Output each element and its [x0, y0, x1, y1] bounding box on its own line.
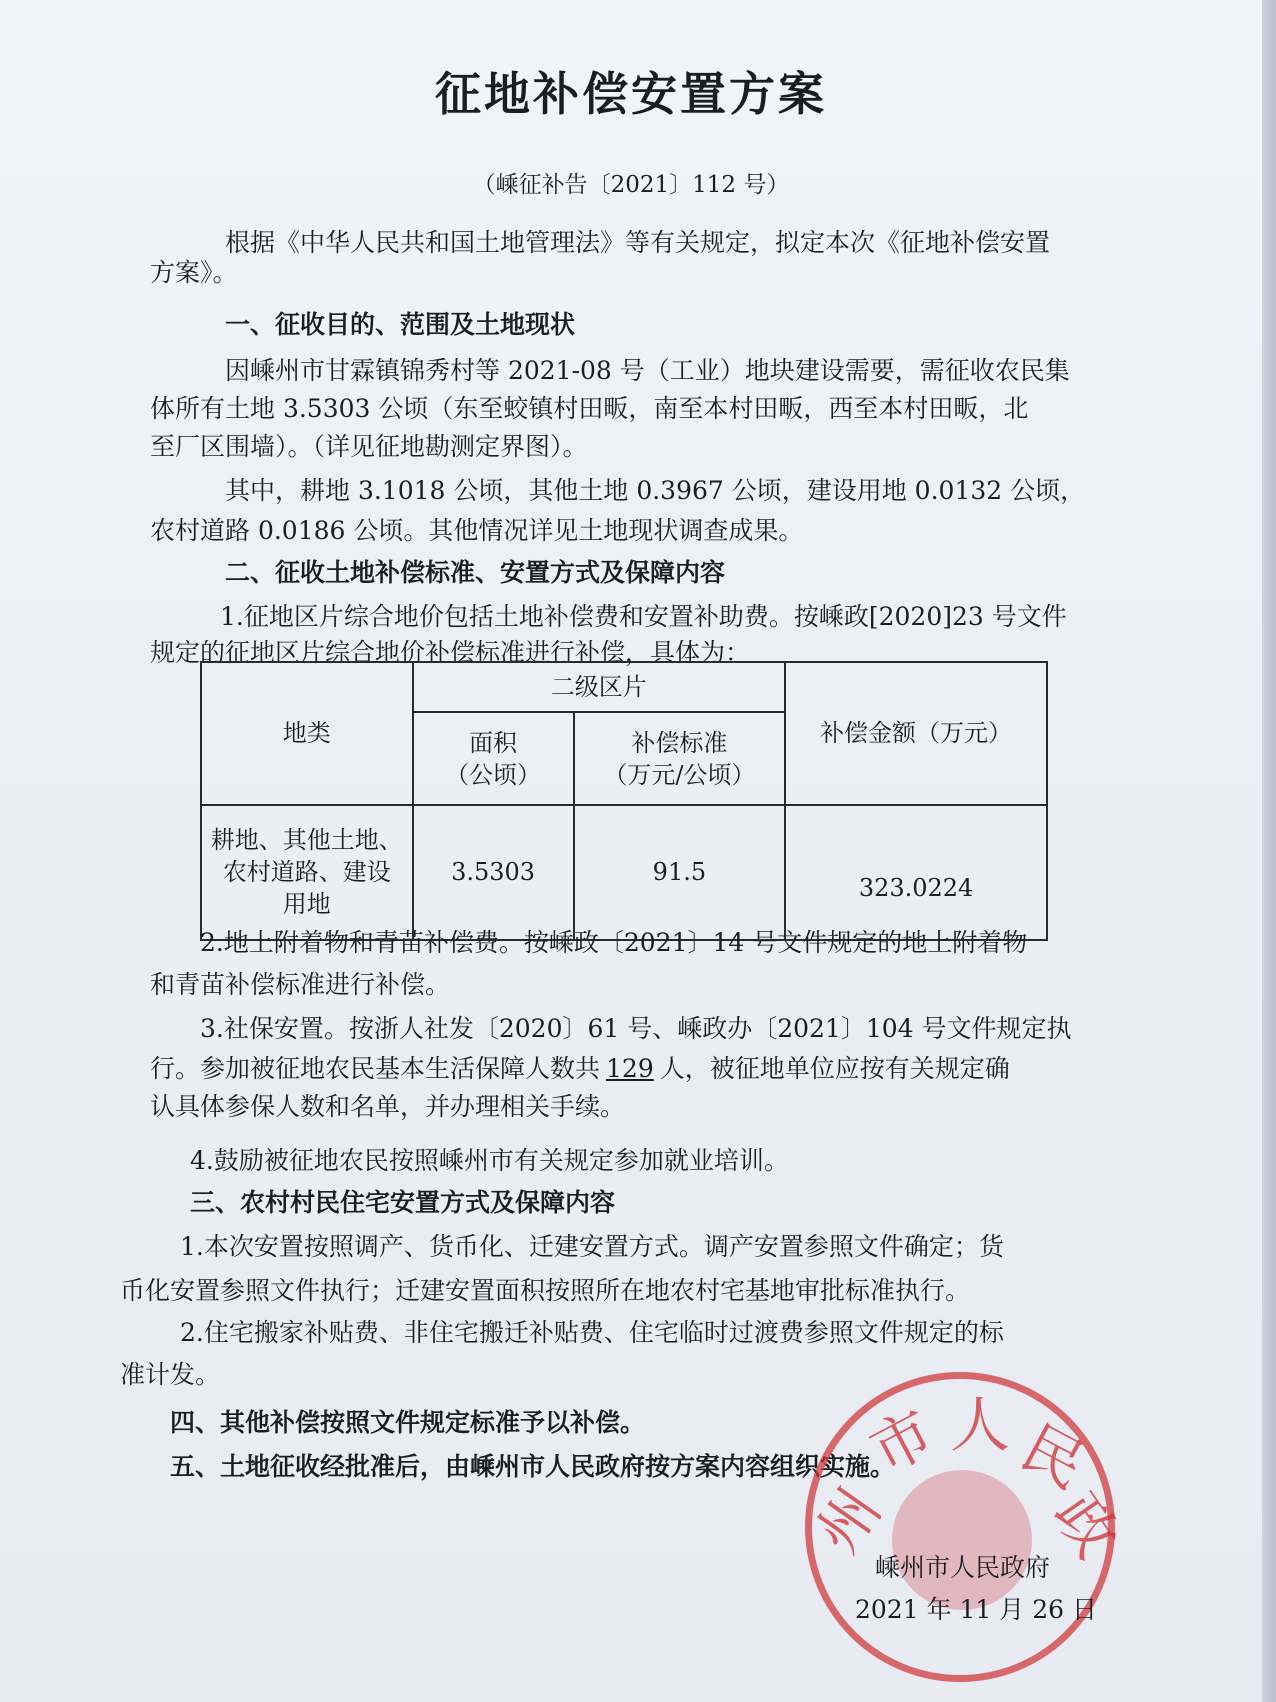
seal-char: 政: [1040, 1481, 1132, 1571]
intro-line-1: 根据《中华人民共和国土地管理法》等有关规定，拟定本次《征地补偿安置: [225, 228, 1051, 257]
page-edge: [1262, 0, 1276, 1702]
section-2-item3-line2: [150, 1052, 1010, 1086]
header-rate-label: 补偿标准: [631, 728, 728, 757]
table-row: [201, 805, 1047, 940]
section-2-item4: 4.鼓励被征地农民按照嵊州市有关规定参加就业培训。: [190, 1146, 789, 1175]
seal-char: 人: [950, 1391, 1010, 1461]
cell-land-type-line3: 用地: [282, 890, 331, 919]
seal-char: 民: [1009, 1412, 1096, 1503]
section-3-heading: 三、农村村民住宅安置方式及保障内容: [190, 1188, 616, 1217]
section-5: 五、土地征收经批准后，由嵊州市人民政府按方案内容组织实施。: [170, 1452, 896, 1481]
cell-land-type-line2: 农村道路、建设: [222, 858, 391, 887]
document-number: （嵊征补告〔2021〕112 号）: [472, 172, 790, 198]
header-rate-unit: （万元/公顷）: [603, 760, 756, 789]
cell-area: 3.5303: [413, 805, 574, 940]
seal-char: 市: [859, 1397, 946, 1488]
section-2-item3-line3: 认具体参保人数和名单，并办理相关手续。: [150, 1092, 626, 1121]
cell-land-type: [201, 805, 413, 940]
section-3-item1-line1: 1.本次安置按照调产、货币化、迁建安置方式。调产安置参照文件确定；货: [180, 1232, 1004, 1261]
seal-emblem: [892, 1470, 1032, 1610]
compensation-table: [200, 661, 1048, 941]
section-1-heading: 一、征收目的、范围及土地现状: [225, 310, 576, 339]
section-3-item2-line1: 2.住宅搬家补贴费、非住宅搬迁补贴费、住宅临时过渡费参照文件规定的标: [180, 1318, 1004, 1347]
section-1-para1-line1: 因嵊州市甘霖镇锦秀村等 2021-08 号（工业）地块建设需要，需征收农民集: [225, 356, 1070, 385]
cell-land-type-line1: 耕地、其他土地、: [210, 826, 403, 855]
social-security-text-after: 人，被征地单位应按有关规定确: [659, 1054, 1010, 1083]
header-area-label: 面积: [469, 728, 518, 757]
header-zone: 二级区片: [413, 662, 786, 712]
header-land-type: 地类: [201, 662, 413, 805]
header-area-unit: （公顷）: [445, 760, 542, 789]
cell-amount: 323.0224: [785, 805, 1047, 940]
insured-count: 129: [606, 1054, 654, 1083]
section-1-para2-line2: 农村道路 0.0186 公顷。其他情况详见土地现状调查成果。: [150, 516, 804, 545]
header-rate: [574, 712, 786, 805]
issue-date: 2021 年 11 月 26 日: [855, 1595, 1097, 1624]
issuer-name: 嵊州市人民政府: [875, 1553, 1051, 1582]
document-title: 征地补偿安置方案: [435, 67, 827, 121]
section-1-para1-line3: 至厂区围墙）。（详见征地勘测定界图）。: [150, 432, 588, 461]
intro-line-2: 方案》。: [150, 258, 238, 287]
section-2-heading: 二、征收土地补偿标准、安置方式及保障内容: [225, 558, 726, 587]
section-1-para1-line2: 体所有土地 3.5303 公顷（东至蛟镇村田畈，南至本村田畈，西至本村田畈，北: [150, 394, 1029, 423]
section-2-item1-line1: 1.征地区片综合地价包括土地补偿费和安置补助费。按嵊政[2020]23 号文件: [220, 602, 1067, 631]
section-1-para2-line1: 其中，耕地 3.1018 公顷，其他土地 0.3967 公顷，建设用地 0.0132 公顷，: [225, 476, 1086, 505]
section-2-item2-line1: 2.地上附着物和青苗补偿费。按嵊政〔2021〕14 号文件规定的地上附着物: [200, 928, 1028, 957]
seal-char: 州: [803, 1476, 895, 1566]
section-3-item2-line2: 准计发。: [120, 1360, 221, 1389]
header-amount: 补偿金额（万元）: [785, 662, 1047, 805]
section-3-item1-line2: 币化安置参照文件执行；迁建安置面积按照所在地农村宅基地审批标准执行。: [120, 1276, 971, 1305]
header-area: [413, 712, 574, 805]
section-2-item1-line2: 规定的征地区片综合地价补偿标准进行补偿，具体为：: [150, 638, 751, 667]
section-2-item2-line2: 和青苗补偿标准进行补偿。: [150, 970, 451, 999]
cell-rate: 91.5: [574, 805, 786, 940]
social-security-text-before: 行。参加被征地农民基本生活保障人数共: [150, 1054, 601, 1083]
section-2-item3-line1: 3.社保安置。按浙人社发〔2020〕61 号、嵊政办〔2021〕104 号文件规定执: [200, 1014, 1072, 1043]
section-4: 四、其他补偿按照文件规定标准予以补偿。: [170, 1408, 646, 1437]
